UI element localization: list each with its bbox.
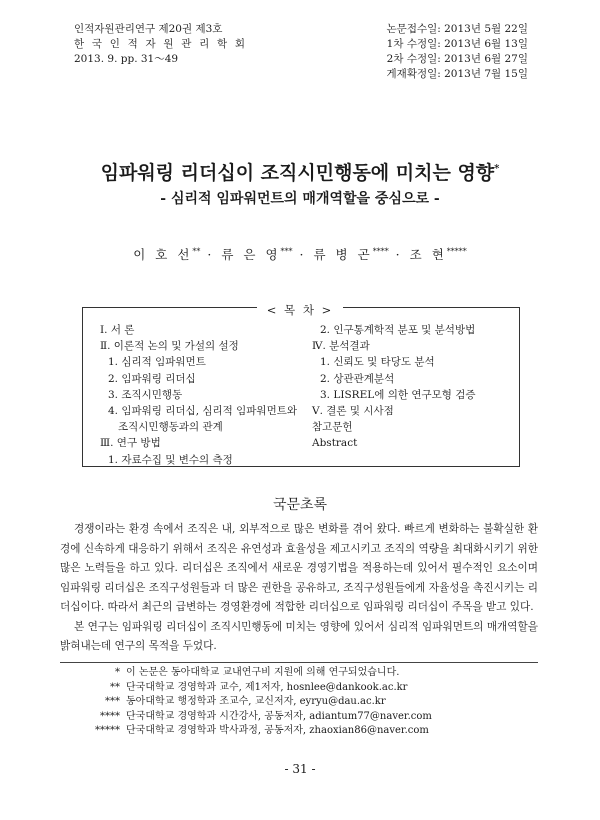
toc-entry: 1. 자료수집 및 변수의 측정 (108, 453, 233, 466)
footnote-mark: *** (105, 696, 120, 708)
author-mark: ***** (446, 246, 467, 256)
society-name: 한 국 인 적 자 원 관 리 학 회 (74, 38, 248, 50)
paper-title-text: 임파워링 리더십이 조직시민행동에 미치는 영향 (100, 162, 495, 184)
paper-subtitle: - 심리적 임파워먼트의 매개역할을 중심으로 - (160, 191, 440, 207)
toc-entry: 2. 임파워링 리더십 (108, 372, 196, 385)
toc-entry: 2. 인구통계학적 분포 및 분석방법 (320, 324, 476, 336)
abstract-body (60, 520, 538, 657)
author-name: 류 은 영 (221, 247, 281, 262)
toc-entry: 1. 신뢰도 및 타당도 분석 (320, 356, 435, 369)
footnote-mark: **** (100, 710, 120, 722)
toc-entry: 4. 임파워링 리더십, 심리적 임파워먼트와 (108, 405, 297, 418)
toc-entry: 3. 조직시민행동 (108, 388, 183, 401)
toc-entry: Ⅰ. 서 론 (100, 324, 135, 336)
author-name: 조 현 (409, 247, 447, 262)
page-number: - 31 - (284, 762, 316, 776)
author-list (0, 245, 600, 263)
author-separator: · (299, 247, 307, 262)
date-revised-1: 1차 수정일: 2013년 6월 13일 (386, 38, 528, 50)
date-revised-2: 2차 수정일: 2013년 6월 27일 (386, 53, 528, 65)
abstract-paragraph: 경쟁이라는 환경 속에서 조직은 내, 외부적으로 많은 변화를 겪어 왔다. 빠르게 변화하는 불확실한 환경에 신속하게 대응하기 위해서 조직은 유연성과 효율성을 제고시키고 조직의 역량을 최대화시키기 위한 많은 노력들을 하고 있다. 리더십은 조직에서 새로운 경영기법을 적용하는데 있어서 필수적인 요소이며 임파워링 리더십은 조직구성원들과 더 많은 권한을 공유하고, 조직구성원들에게 자율성을 촉진시키는 리더십이다. 따라서 최근의 급변하는 경영환경에 적합한 리더십으로 임파워링 리더십이 주목을 받고 있다. (60, 523, 538, 613)
date-received: 논문접수일: 2013년 5월 22일 (386, 23, 528, 35)
author-name: 류 병 곤 (313, 247, 373, 262)
toc-entry: 조직시민행동과의 관계 (118, 421, 223, 434)
toc-entry: 1. 심리적 임파워먼트 (108, 356, 206, 369)
footnote-divider (60, 662, 538, 663)
issue-pages: 2013. 9. pp. 31～49 (74, 53, 179, 65)
date-accepted: 게재확정일: 2013년 7월 15일 (386, 68, 528, 80)
title-footnote-mark: * (494, 163, 500, 175)
footnote (60, 666, 432, 681)
abstract-heading: 국문초록 (272, 497, 328, 513)
toc-entry: Abstract (312, 437, 358, 450)
abstract-paragraph: 본 연구는 임파워링 리더십이 조직시민행동에 미치는 영향에 있어서 심리적 임파워먼트의 매개역할을 밝혀내는데 연구의 목적을 두었다. (60, 620, 538, 652)
toc-entry: Ⅱ. 이론적 논의 및 가설의 설정 (100, 340, 239, 353)
toc-left-column (100, 322, 297, 468)
toc-entry: 참고문헌 (312, 421, 353, 434)
author-name: 이 호 선 (133, 247, 193, 262)
author-mark: *** (280, 246, 293, 256)
footnote-text: 단국대학교 경영학과 박사과정, 공동저자, zhaoxian86@naver.com (126, 725, 429, 737)
footnote-text: 단국대학교 경영학과 시간강사, 공동저자, adiantum77@naver.com (126, 710, 432, 722)
journal-info (74, 22, 247, 67)
toc-right-column (312, 322, 476, 452)
footnote (60, 695, 432, 710)
footnotes (60, 666, 432, 739)
footnote-text: 이 논문은 동아대학교 교내연구비 지원에 의해 연구되었습니다. (126, 667, 400, 678)
author-separator: · (207, 247, 215, 262)
footnote-text: 동아대학교 행정학과 조교수, 교신저자, eyryu@dau.ac.kr (126, 696, 386, 708)
footnote-mark: ***** (95, 725, 120, 737)
author-separator: · (395, 247, 403, 262)
footnote (60, 724, 432, 739)
toc-heading (0, 299, 600, 318)
footnote-mark: ** (110, 681, 120, 693)
footnote-mark: * (115, 667, 120, 678)
toc-entry: 3. LISREL에 의한 연구모형 검증 (320, 388, 476, 401)
footnote (60, 681, 432, 696)
author-mark: **** (372, 246, 389, 256)
author-mark: ** (192, 246, 201, 256)
paper-title (0, 158, 600, 185)
toc-entry: 2. 상관관계분석 (320, 372, 395, 385)
toc-heading-text: < 목 차 > (257, 303, 343, 317)
submission-dates (387, 22, 528, 82)
footnote (60, 710, 432, 725)
toc-entry: Ⅴ. 결론 및 시사점 (312, 405, 394, 418)
toc-entry: Ⅲ. 연구 방법 (100, 437, 161, 450)
journal-name: 인적자원관리연구 제20권 제3호 (74, 23, 223, 35)
toc-entry: Ⅳ. 분석결과 (312, 340, 370, 353)
footnote-text: 단국대학교 경영학과 교수, 제1저자, hosnlee@dankook.ac.kr (126, 681, 408, 693)
